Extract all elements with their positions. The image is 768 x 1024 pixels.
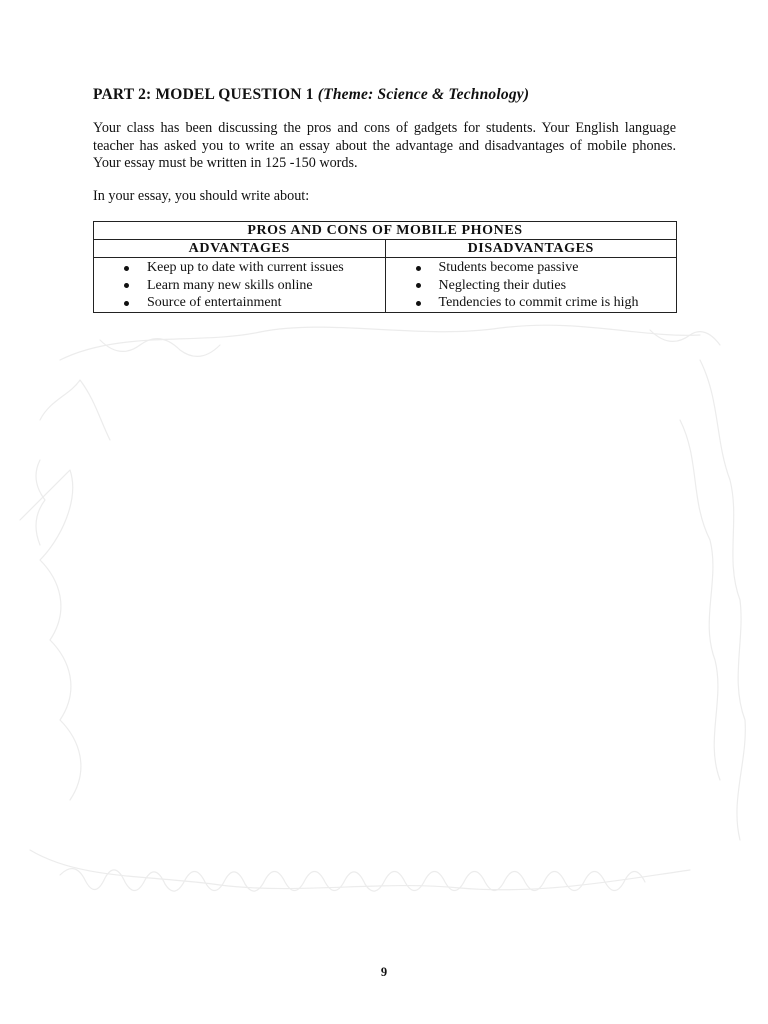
list-item: Keep up to date with current issues: [94, 259, 385, 277]
bullet-icon: [416, 301, 421, 306]
question-heading: [93, 86, 683, 104]
list-item: Students become passive: [386, 259, 677, 277]
instructions-paragraph: Your class has been discussing the pros and cons of gadgets for students. Your English language teacher has asked you to write an essay about the advantage and disadvantages of mobile phones. Your essay must be written in 125 -150 words.: [93, 120, 676, 171]
disadvantages-cell: [385, 258, 677, 313]
bullet-icon: [416, 283, 421, 288]
page-number: 9: [380, 965, 388, 979]
list-item: Learn many new skills online: [94, 277, 385, 295]
essay-prompt: In your essay, you should write about:: [93, 188, 310, 204]
disadvantages-list: [386, 259, 677, 312]
advantages-list: [94, 259, 385, 312]
bullet-icon: [124, 266, 129, 271]
table-title: PROS AND CONS OF MOBILE PHONES: [94, 222, 677, 240]
list-item: Neglecting their duties: [386, 277, 677, 295]
list-item: Tendencies to commit crime is high: [386, 294, 677, 312]
advantages-cell: [94, 258, 386, 313]
disadvantages-header: DISADVANTAGES: [385, 240, 677, 258]
list-item: Source of entertainment: [94, 294, 385, 312]
heading-main: PART 2: MODEL QUESTION 1: [93, 86, 318, 103]
pros-cons-table: [93, 221, 677, 313]
advantages-header: ADVANTAGES: [94, 240, 386, 258]
bullet-icon: [124, 283, 129, 288]
heading-theme: (Theme: Science & Technology): [317, 86, 530, 103]
bullet-icon: [416, 266, 421, 271]
bullet-icon: [124, 301, 129, 306]
